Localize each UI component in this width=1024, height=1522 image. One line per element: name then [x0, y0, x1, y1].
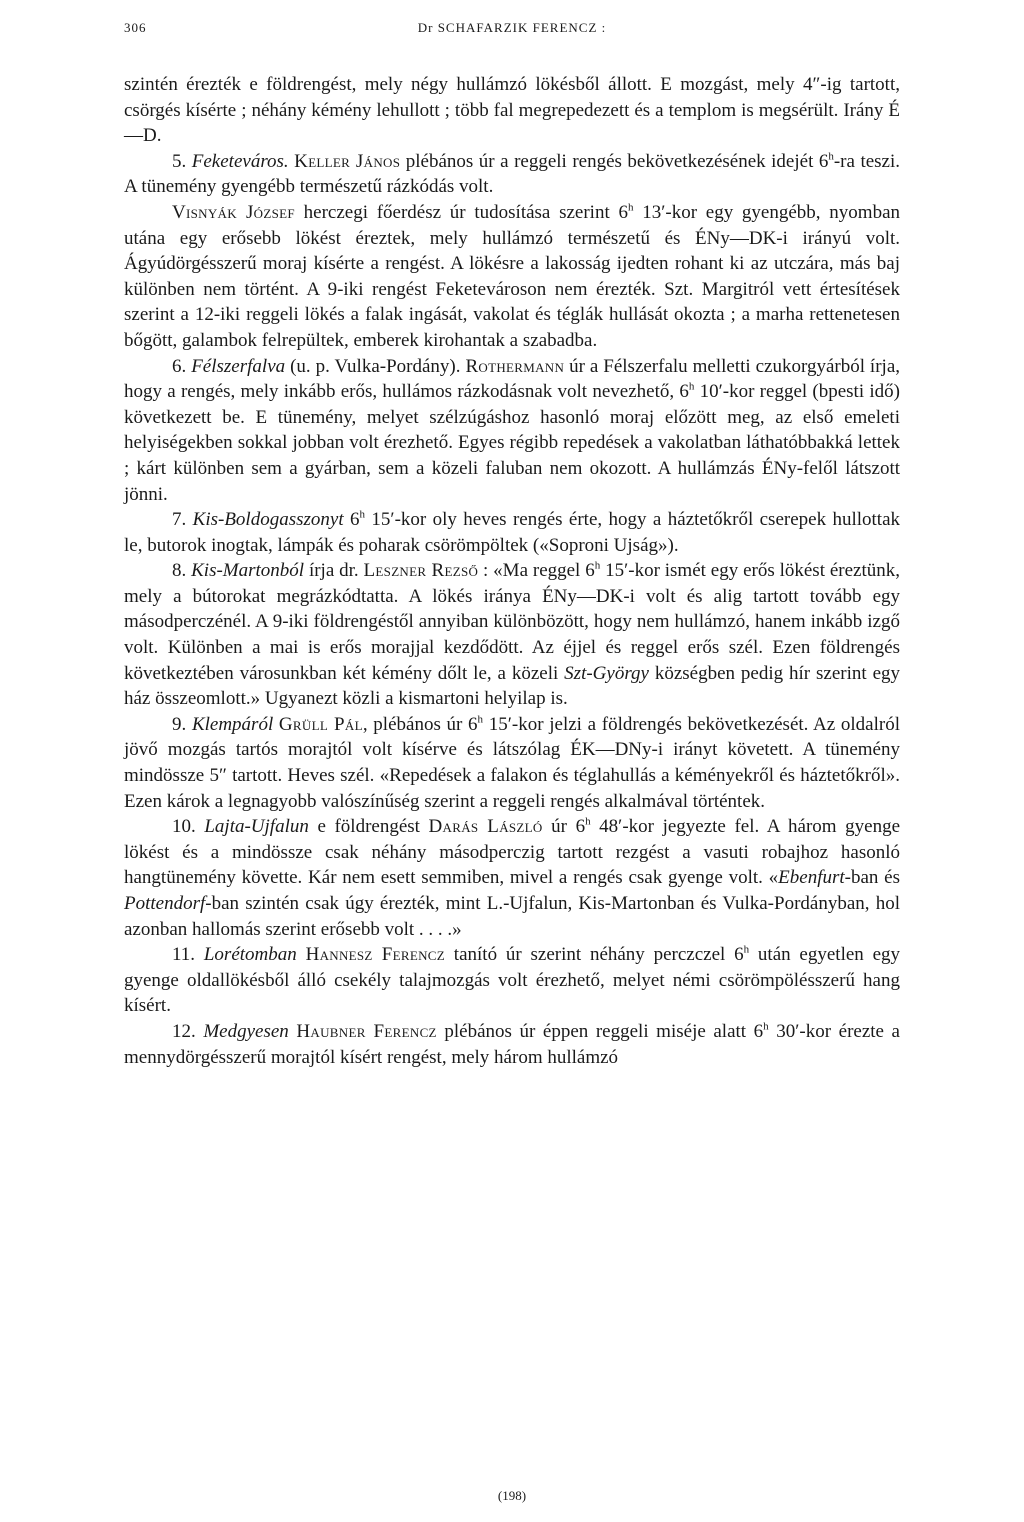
running-title: Dr SCHAFARZIK FERENCZ : [417, 20, 607, 35]
signature-mark: (198) [497, 1488, 527, 1503]
page-number: 306 [124, 20, 147, 35]
paragraph: Visnyák József herczegi főerdész úr tudosítása szerint 6$^h$ 13′-kor egy gyengébb, nyomban utána egy erősebb lökést éreztek, mely hullámzó természetű és ÉNy—DK-i irányú volt. Ágyúdörgésszerű moraj kísérte a rengést. A lökésre a lakosság ijedten rohant ki az utczára, más baj különben nem történt. A 9-iki rengést Feketevároson nem érezték. Szt. Margitról vett értesítések szerint a 12-iki reggeli lökés a falak ingását, vakolat és téglák hullását okozta ; a marha rettenetesen bőgött, galambok felrepültek, emberek kirohantak a szabadba. [124, 201, 900, 351]
paragraph: 5. Feketeváros. Keller János plébános úr a reggeli rengés bekövetkezésének idejét 6$^h$-ra teszi. A tünemény gyengébb természetű rázkódás volt. [124, 150, 901, 198]
paragraph: 7. Kis-Boldogasszonyt 6$^h$ 15′-kor oly heves rengés érte, hogy a háztetőkről cserepek hullottak le, butorok inogtak, lámpák és poharak csörömpöltek («Soproni Ujság»). [124, 508, 901, 556]
paragraph: 11. Lorétomban Hannesz Ferencz tanító úr szerint néhány perczczel 6$^h$ után egyetlen egy gyenge oldallökésből álló csekély talajmozgás volt érezhető, melyet némi csörömpölésszerű hang kísért. [124, 943, 901, 1017]
body-text [124, 72, 900, 1070]
paragraph: 8. Kis-Martonból írja dr. Leszner Rezső : «Ma reggel 6$^h$ 15′-kor ismét egy erős lökést éreztünk, mely a bútorokat megrázkódtatta. A lökés iránya ÉNy—DK-i volt és alig tartott tovább egy másodperczénél. A 9-iki földrengéstől annyiban különbözött, hogy nem hullámzó, hanem inkább izgő volt. Különben a mai is erős morajjal kezdődött. Az éjjel és reggel erős szél. Ezen földrengés következtében városunkban két kémény dőlt le, a közeli Szt-György községben pedig hír szerint egy ház összeomlott.» Ugyanezt közli a kismartoni helyilap is. [124, 559, 901, 710]
paragraph: 6. Félszerfalva (u. p. Vulka-Pordány). Rothermann úr a Félszerfalu melletti czukorgyárból írja, hogy a rengés, mely inkább erős, hullámos rázkodásnak volt nevezhető, 6$^h$ 10′-kor reggel (bpesti idő) következett be. E tünemény, melyet szélzúgáshoz hasonló moraj előzött meg, az első emeleti helyiségekben sokkal jobban volt érezhető. Egyes régibb repedések a vakolatban láthatóbbakká lettek ; kárt különben sem a gyárban, sem a közeli faluban nem okozott. A hullámzás ÉNy-felől látszott jönni. [124, 355, 901, 505]
paragraph: 12. Medgyesen Haubner Ferencz plébános úr éppen reggeli miséje alatt 6$^h$ 30′-kor érezte a mennydörgésszerű morajtól kísért rengést, mely három hullámzó [124, 1020, 900, 1068]
page-header [124, 20, 900, 42]
paragraph: 9. Klempáról Grüll Pál, plébános úr 6$^h$ 15′-kor jelzi a földrengés bekövetkezését. Az oldalról jövő mozgás tartós morajtól volt kísérve és látszólag ÉK—DNy-i irányt követett. A tünemény mindössze 5″ tartott. Heves szél. «Repedések a falakon és téglahullás a kéményekről és háztetőkről». Ezen károk a legnagyobb valószínűség szerint a reggeli rengés alkalmával történtek. [124, 713, 900, 812]
paragraph: szintén érezték e földrengést, mely négy hullámzó lökésből állott. E mozgást, mely 4″-ig tartott, csörgés kísérte ; néhány kémény lehullott ; több fal megrepedezett és a templom is megsérült. Irány É—D. [124, 74, 900, 147]
paragraph: 10. Lajta-Ujfalun e földrengést Darás László úr 6$^h$ 48′-kor jegyezte fel. A három gyenge lökést és a mindössze csak néhány másodperczig tartott rezgést a vasuti robajhoz hasonló hangtünemény követte. Kár nem esett semmiben, mivel a rengés csak gyenge volt. «Ebenfurt-ban és Pottendorf-ban szintén csak úgy érezték, mint L.-Ujfalun, Kis-Martonban és Vulka-Pordányban, hol azonban hallomás szerint erősebb volt . . . .» [124, 815, 901, 940]
